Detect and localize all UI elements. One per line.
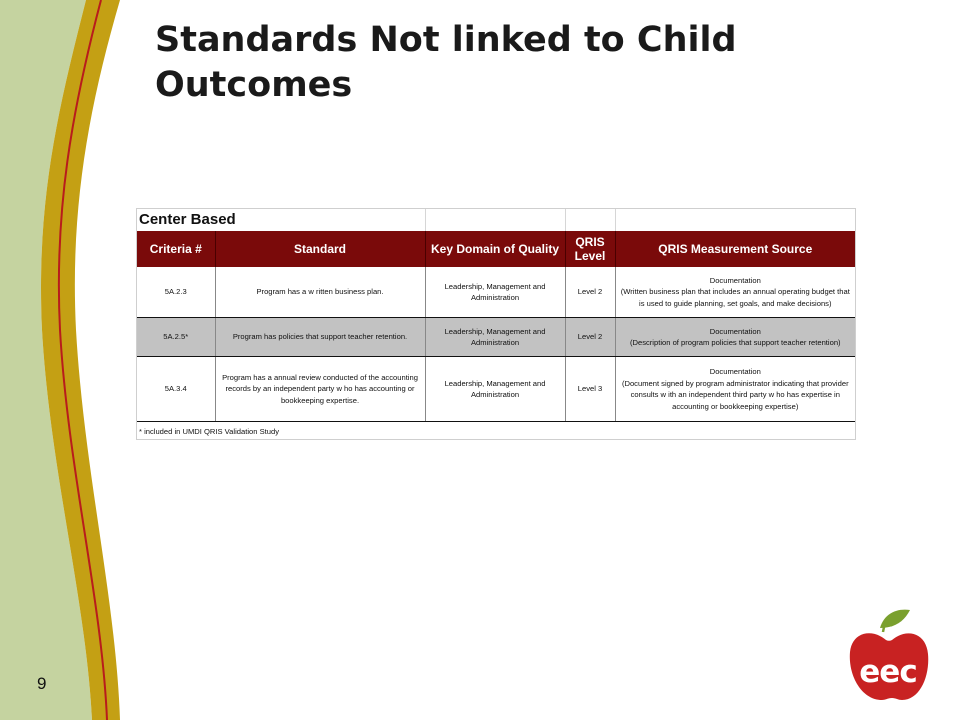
standard-cell: Program has a w ritten business plan. (215, 267, 425, 318)
slide-title: Standards Not linked to Child Outcomes (155, 20, 737, 105)
criteria-cell: 5A.3.4 (137, 357, 215, 422)
empty-cell (565, 209, 615, 231)
header-standard: Standard (215, 231, 425, 267)
empty-cell (615, 209, 855, 231)
domain-cell: Leadership, Management and Administration (425, 357, 565, 422)
domain-cell: Leadership, Management and Administration (425, 318, 565, 357)
standard-cell: Program has a annual review conducted of the accounting records by an independent party w ho has accounting or bookkeeping expertise. (215, 357, 425, 422)
criteria-cell: 5A.2.5* (137, 318, 215, 357)
standards-table (136, 208, 856, 440)
table-footnote-row (137, 422, 855, 443)
table-row (137, 267, 855, 318)
empty-cell (425, 209, 565, 231)
eec-logo (850, 610, 928, 700)
header-key-domain: Key Domain of Quality (425, 231, 565, 267)
source-detail: (Written business plan that includes an annual operating budget that is used to guide planning, set goals, and make decisions) (620, 287, 850, 308)
source-label: Documentation (709, 275, 761, 285)
group-label: Center Based (137, 209, 425, 231)
source-detail: (Document signed by program administrator indicating that provider consults w ith an independent third party w ho has expertise in accounting or bookkeeping expertise) (621, 378, 849, 411)
header-measurement-source: QRIS Measurement Source (615, 231, 855, 267)
domain-cell: Leadership, Management and Administration (425, 267, 565, 318)
page-number: 9 (37, 674, 47, 693)
level-cell: Level 2 (565, 267, 615, 318)
standard-cell: Program has policies that support teacher retention. (215, 318, 425, 357)
source-label: Documentation (709, 326, 761, 336)
footnote: * included in UMDI QRIS Validation Study (139, 427, 279, 437)
source-cell (615, 357, 855, 422)
table-row (137, 318, 855, 357)
source-label: Documentation (709, 367, 761, 376)
criteria-cell: 5A.2.3 (137, 267, 215, 318)
table-header-row (137, 231, 855, 267)
header-criteria: Criteria # (137, 231, 215, 267)
header-qris-level: QRIS Level (565, 231, 615, 267)
table-row (137, 357, 855, 422)
source-cell (615, 267, 855, 318)
logo-text: eec (859, 654, 917, 690)
table-group-row (137, 209, 855, 231)
level-cell: Level 2 (565, 318, 615, 357)
source-cell (615, 318, 855, 357)
level-cell: Level 3 (565, 357, 615, 422)
source-detail: (Description of program policies that support teacher retention) (629, 338, 841, 347)
